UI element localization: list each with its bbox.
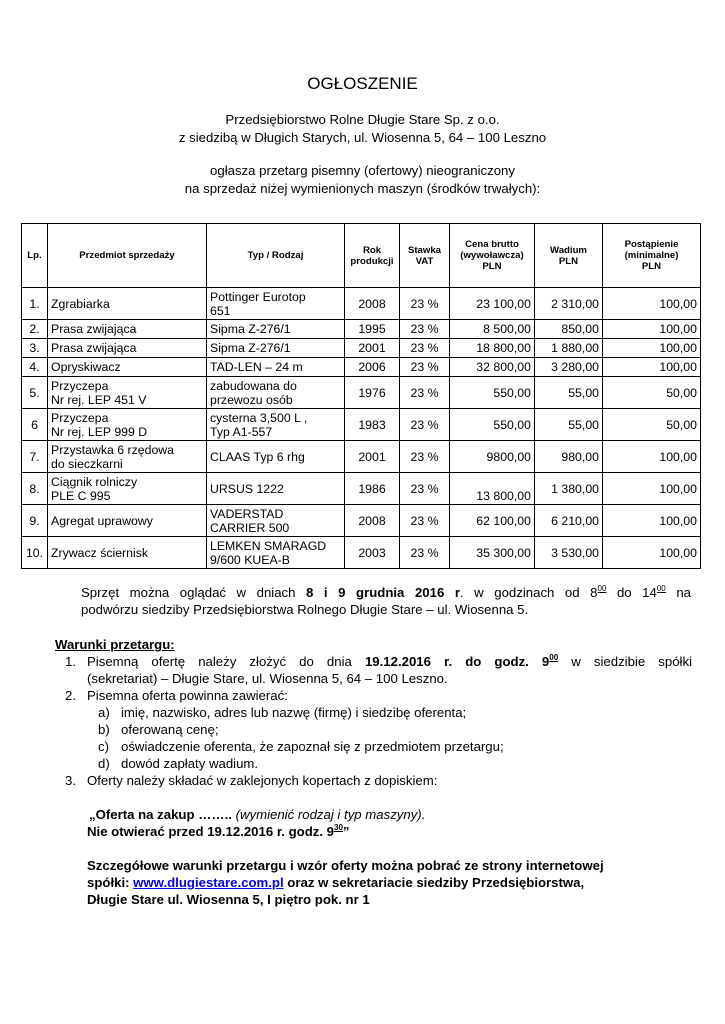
cell-year: 1983 [345,409,400,441]
cell-increment: 100,00 [603,441,701,473]
cell-item: Prasa zwijająca [48,320,207,339]
cell-increment: 100,00 [603,505,701,537]
cell-year: 2003 [345,537,400,569]
cell-deposit: 1 880,00 [535,339,603,358]
condition-2: Pisemna oferta powinna zawierać: [87,688,288,703]
cell-increment: 100,00 [603,288,701,320]
condition-1-number: 1. [65,654,76,669]
cell-lp: 5. [22,377,48,409]
table-header-row [22,224,701,288]
cell-price: 35 300,00 [450,537,535,569]
condition-2a-letter: a) [98,705,110,720]
cell-price: 8 500,00 [450,320,535,339]
cell-vat: 23 % [400,505,450,537]
cell-increment: 100,00 [603,473,701,505]
cell-type: cysterna 3,500 L , Typ A1-557 [207,409,345,441]
cell-item: Prasa zwijająca [48,339,207,358]
cell-price: 9800,00 [450,441,535,473]
condition-1: Pisemną ofertę należy złożyć do dnia 19.12.2016 r. do godz. $9^{00}$ w siedzibie spółki [87,653,693,669]
cell-price: 550,00 [450,377,535,409]
cell-deposit: 850,00 [535,320,603,339]
condition-2c-letter: c) [98,739,109,754]
header-deposit: Wadium PLN [535,224,603,288]
cell-type: CLAAS Typ 6 rhg [207,441,345,473]
envelope-line-2: Nie otwierać przed 19.12.2016 r. godz. $9^{30}$” [87,823,350,839]
announcement-line-2: na sprzedaż niżej wymienionych maszyn (środków trwałych): [184,181,541,196]
cell-lp: 9. [22,505,48,537]
cell-lp: 6 [22,409,48,441]
cell-lp: 10. [22,537,48,569]
cell-year: 2008 [345,505,400,537]
announcement-text [0,162,725,198]
condition-2-number: 2. [65,688,76,703]
cell-price: 550,00 [450,409,535,441]
cell-vat: 23 % [400,377,450,409]
cell-vat: 23 % [400,358,450,377]
cell-type: Pottinger Eurotop 651 [207,288,345,320]
details-line-2: spółki: www.dlugiestare.com.pl oraz w sekretariacie siedziby Przedsiębiorstwa, [87,875,585,890]
page-title: OGŁOSZENIE [307,74,418,93]
company-name: Przedsiębiorstwo Rolne Długie Stare Sp. z o.o. [225,112,500,127]
conditions-title: Warunki przetargu: [55,637,175,652]
table-row [22,409,701,441]
table-row [22,358,701,377]
cell-deposit: 55,00 [535,377,603,409]
cell-increment: 50,00 [603,377,701,409]
cell-item: Zrywacz ściernisk [48,537,207,569]
cell-deposit: 6 210,00 [535,505,603,537]
cell-type: TAD-LEN – 24 m [207,358,345,377]
cell-type: Sipma Z-276/1 [207,320,345,339]
website-link[interactable]: www.dlugiestare.com.pl [133,875,284,890]
cell-increment: 100,00 [603,358,701,377]
cell-vat: 23 % [400,537,450,569]
cell-item: Przyczepa Nr rej. LEP 451 V [48,377,207,409]
cell-increment: 100,00 [603,537,701,569]
condition-3: Oferty należy składać w zaklejonych kopertach z dopiskiem: [87,773,438,788]
cell-deposit: 1 380,00 [535,473,603,505]
cell-deposit: 980,00 [535,441,603,473]
cell-year: 1995 [345,320,400,339]
header-price: Cena brutto (wywoławcza) PLN [450,224,535,288]
cell-type: VADERSTAD CARRIER 500 [207,505,345,537]
cell-item: Agregat uprawowy [48,505,207,537]
cell-price: 13 800,00 [450,473,535,505]
condition-2d: dowód zapłaty wadium. [121,756,259,771]
condition-2b: oferowaną cenę; [121,722,219,737]
cell-item: Zgrabiarka [48,288,207,320]
condition-3-number: 3. [65,773,76,788]
header-year: Rok produkcji [345,224,400,288]
cell-lp: 7. [22,441,48,473]
cell-lp: 1. [22,288,48,320]
header-increment: Postąpienie (minimalne) PLN [603,224,701,288]
cell-vat: 23 % [400,473,450,505]
cell-deposit: 3 280,00 [535,358,603,377]
condition-2c: oświadczenie oferenta, że zapoznał się z przedmiotem przetargu; [121,739,504,754]
cell-vat: 23 % [400,339,450,358]
cell-year: 1986 [345,473,400,505]
details-line-1: Szczegółowe warunki przetargu i wzór oferty można pobrać ze strony internetowej [87,858,604,873]
cell-type: LEMKEN SMARAGD 9/600 KUEA-B [207,537,345,569]
header-lp: Lp. [22,224,48,288]
machines-table [21,223,701,569]
cell-item: Przystawka 6 rzędowa do sieczkarni [48,441,207,473]
company-header [0,111,725,147]
table-row [22,377,701,409]
table-row [22,537,701,569]
condition-2a: imię, nazwisko, adres lub nazwę (firmę) i siedzibę oferenta; [121,705,467,720]
table-row [22,339,701,358]
cell-lp: 4. [22,358,48,377]
cell-price: 32 800,00 [450,358,535,377]
cell-year: 1976 [345,377,400,409]
cell-item: Ciągnik rolniczy PLE C 995 [48,473,207,505]
header-vat: Stawka VAT [400,224,450,288]
cell-lp: 8. [22,473,48,505]
table-row [22,441,701,473]
cell-increment: 100,00 [603,320,701,339]
table-row [22,320,701,339]
cell-type: Sipma Z-276/1 [207,339,345,358]
cell-type: zabudowana do przewozu osób [207,377,345,409]
cell-deposit: 3 530,00 [535,537,603,569]
table-row [22,505,701,537]
condition-2b-letter: b) [98,722,110,737]
cell-lp: 2. [22,320,48,339]
cell-vat: 23 % [400,288,450,320]
cell-year: 2008 [345,288,400,320]
header-type: Typ / Rodzaj [207,224,345,288]
announcement-line-1: ogłasza przetarg pisemny (ofertowy) nieograniczony [210,163,515,178]
viewing-info: Sprzęt można oglądać w dniach 8 i 9 grudnia 2016 r. w godzinach od $8^{00}$ do $14^{00}$ na podwórzu siedziby Przedsiębiorstwa Rolnego Długie Stare – ul. Wiosenna 5. [81,584,691,617]
cell-item: Przyczepa Nr rej. LEP 999 D [48,409,207,441]
viewing-location: podwórzu siedziby Przedsiębiorstwa Rolnego Długie Stare – ul. Wiosenna 5. [81,602,529,617]
table-row [22,473,701,505]
cell-price: 62 100,00 [450,505,535,537]
header-item: Przedmiot sprzedaży [48,224,207,288]
cell-year: 2001 [345,441,400,473]
cell-type: URSUS 1222 [207,473,345,505]
condition-2d-letter: d) [98,756,110,771]
details-line-3: Długie Stare ul. Wiosenna 5, I piętro pok. nr 1 [87,892,370,907]
cell-lp: 3. [22,339,48,358]
cell-price: 23 100,00 [450,288,535,320]
cell-price: 18 800,00 [450,339,535,358]
condition-1-line-2: (sekretariat) – Długie Stare, ul. Wiosenna 5, 64 – 100 Leszno. [87,671,448,686]
cell-deposit: 55,00 [535,409,603,441]
cell-increment: 50,00 [603,409,701,441]
cell-item: Opryskiwacz [48,358,207,377]
envelope-line-1: „Oferta na zakup …….. (wymienić rodzaj i typ maszyny). [89,807,426,822]
cell-vat: 23 % [400,320,450,339]
cell-deposit: 2 310,00 [535,288,603,320]
cell-vat: 23 % [400,441,450,473]
cell-year: 2001 [345,339,400,358]
cell-increment: 100,00 [603,339,701,358]
cell-year: 2006 [345,358,400,377]
cell-vat: 23 % [400,409,450,441]
company-address: z siedzibą w Długich Starych, ul. Wiosenna 5, 64 – 100 Leszno [178,130,547,145]
table-row [22,288,701,320]
